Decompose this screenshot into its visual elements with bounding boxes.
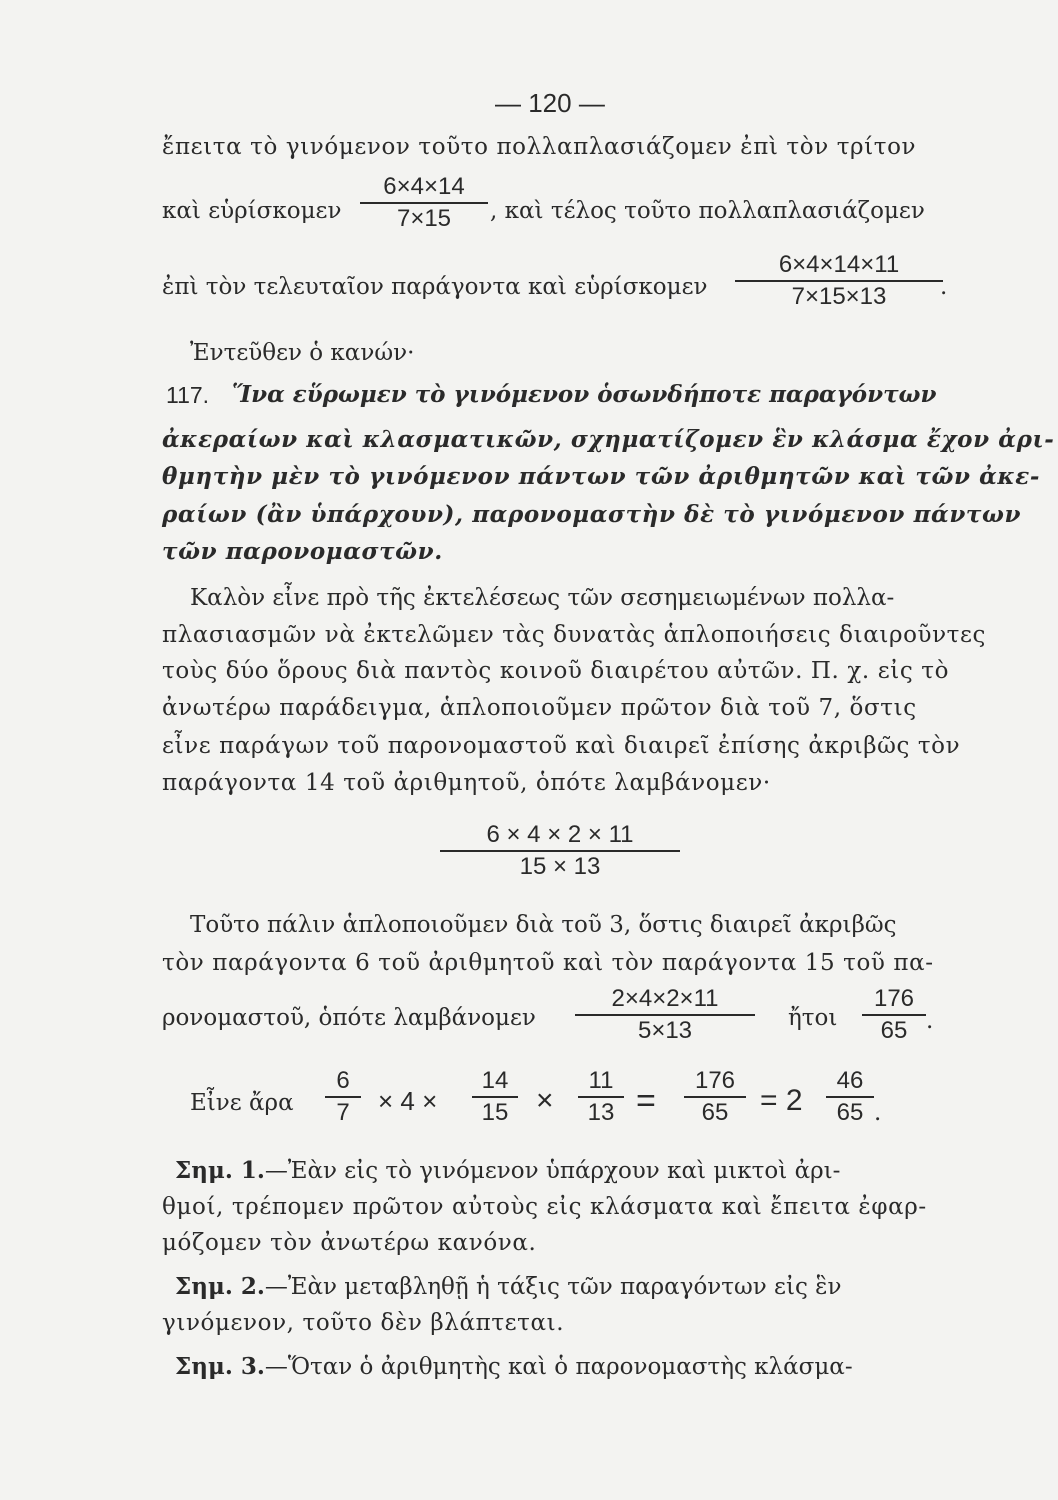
page-number: — 120 — bbox=[495, 88, 605, 118]
period: . bbox=[940, 274, 948, 300]
rule-number: 117. bbox=[166, 382, 210, 408]
note-label: Σημ. 3. bbox=[175, 1353, 265, 1380]
fraction bbox=[826, 1066, 874, 1128]
fraction-numerator: 46 bbox=[836, 1067, 864, 1094]
fraction-numerator: 6×4×14 bbox=[383, 173, 465, 200]
fraction-numerator: 176 bbox=[873, 985, 915, 1012]
fraction bbox=[440, 820, 680, 882]
fraction bbox=[325, 1066, 361, 1128]
rule-text: θμητὴν μὲν τὸ γινόμενον πάντων τῶν ἀριθμητῶν καὶ τῶν ἀκε- bbox=[162, 463, 1040, 490]
text-line: Ἐντεῦθεν ὁ κανών· bbox=[190, 340, 415, 366]
multiply-sign: × bbox=[536, 1084, 554, 1117]
text-line: καὶ εὑρίσκομεν bbox=[162, 198, 342, 224]
note-3 bbox=[175, 1352, 853, 1382]
fraction-numerator: 176 bbox=[694, 1067, 736, 1094]
text-line: τοὺς δύο ὅρους διὰ παντὸς κοινοῦ διαιρέτου αὐτῶν. Π. χ. εἰς τὸ bbox=[162, 658, 950, 684]
fraction-numerator: 2×4×2×11 bbox=[611, 985, 719, 1012]
text-line: τὸν παράγοντα 6 τοῦ ἀριθμητοῦ καὶ τὸν παράγοντα 15 τοῦ πα- bbox=[162, 950, 934, 976]
fraction-numerator: 6 bbox=[336, 1067, 350, 1094]
fraction-denominator: 13 bbox=[578, 1096, 624, 1128]
fraction-denominator: 7×15 bbox=[360, 202, 488, 234]
rule-text: τῶν παρονομαστῶν. bbox=[162, 538, 443, 565]
text-line: παράγοντα 14 τοῦ ἀριθμητοῦ, ὁπότε λαμβάνομεν· bbox=[162, 770, 771, 796]
fraction-denominator: 5×13 bbox=[575, 1014, 755, 1046]
note-text: —Ἐὰν εἰς τὸ γινόμενον ὑπάρχουν καὶ μικτοὶ ἀρι- bbox=[264, 1158, 841, 1184]
equals-sign: = bbox=[636, 1082, 656, 1120]
period: . bbox=[926, 1008, 934, 1034]
rule-text: Ἵνα εὕρωμεν τὸ γινόμενον ὁσωνδήποτε παραγόντων bbox=[232, 381, 937, 408]
fraction-denominator: 65 bbox=[684, 1096, 746, 1128]
fraction-numerator: 14 bbox=[481, 1067, 509, 1094]
fraction bbox=[862, 984, 926, 1046]
text-line: πλασιασμῶν νὰ ἐκτελῶμεν τὰς δυνατὰς ἁπλοποιήσεις διαιροῦντες bbox=[162, 622, 987, 648]
equation-label: Εἶνε ἄρα bbox=[190, 1090, 294, 1116]
rule-text: ἀκεραίων καὶ κλασματικῶν, σχηματίζομεν ἓν κλάσμα ἔχον ἀρι- bbox=[162, 426, 1055, 453]
note-text: —Ἐὰν μεταβληθῇ ἡ τάξις τῶν παραγόντων εἰς ἓν bbox=[264, 1274, 842, 1300]
note-1 bbox=[175, 1156, 840, 1186]
fraction bbox=[575, 984, 755, 1046]
fraction-numerator: 11 bbox=[588, 1067, 614, 1094]
text-line: εἶνε παράγων τοῦ παρονομαστοῦ καὶ διαιρεῖ ἐπίσης ἀκριβῶς τὸν bbox=[162, 733, 961, 759]
fraction-denominator: 65 bbox=[826, 1096, 874, 1128]
fraction bbox=[684, 1066, 746, 1128]
fraction-denominator: 65 bbox=[862, 1014, 926, 1046]
text-line: ἤτοι bbox=[788, 1005, 838, 1031]
text-line: θμοί, τρέπομεν πρῶτον αὐτοὺς εἰς κλάσματα καὶ ἔπειτα ἐφαρ- bbox=[162, 1194, 927, 1220]
note-label: Σημ. 1. bbox=[175, 1157, 265, 1184]
note-text: —Ὅταν ὁ ἀριθμητὴς καὶ ὁ παρονομαστὴς κλάσμα- bbox=[264, 1354, 853, 1380]
text-line: γινόμενον, τοῦτο δὲν βλάπτεται. bbox=[162, 1310, 565, 1336]
rule-text: ραίων (ἂν ὑπάρχουν), παρονομαστὴν δὲ τὸ γινόμενον πάντων bbox=[162, 501, 1022, 528]
fraction bbox=[472, 1066, 518, 1128]
text-line: Καλὸν εἶνε πρὸ τῆς ἐκτελέσεως τῶν σεσημειωμένων πολλα- bbox=[190, 585, 895, 611]
fraction bbox=[735, 250, 943, 312]
fraction bbox=[578, 1066, 624, 1128]
text-line: μόζομεν τὸν ἀνωτέρω κανόνα. bbox=[162, 1230, 537, 1256]
note-label: Σημ. 2. bbox=[175, 1273, 265, 1300]
fraction bbox=[360, 172, 488, 234]
text-line: ρονομαστοῦ, ὁπότε λαμβάνομεν bbox=[162, 1005, 536, 1031]
text-line: ἔπειτα τὸ γινόμενον τοῦτο πολλαπλασιάζομεν ἐπὶ τὸν τρίτον bbox=[162, 134, 917, 160]
text-line: , καὶ τέλος τοῦτο πολλαπλασιάζομεν bbox=[490, 198, 925, 224]
equals-sign: = 2 bbox=[760, 1084, 803, 1117]
fraction-denominator: 7 bbox=[325, 1096, 361, 1128]
note-2 bbox=[175, 1272, 842, 1302]
text-line: ἀνωτέρω παράδειγμα, ἁπλοποιοῦμεν πρῶτον διὰ τοῦ 7, ὅστις bbox=[162, 695, 917, 721]
fraction-denominator: 15 × 13 bbox=[440, 850, 680, 882]
fraction-numerator: 6 × 4 × 2 × 11 bbox=[486, 821, 634, 848]
multiply-sign: × 4 × bbox=[378, 1086, 438, 1116]
fraction-denominator: 15 bbox=[472, 1096, 518, 1128]
text-line: ἐπὶ τὸν τελευταῖον παράγοντα καὶ εὑρίσκομεν bbox=[162, 274, 708, 300]
text-line: Τοῦτο πάλιν ἁπλοποιοῦμεν διὰ τοῦ 3, ὅστις διαιρεῖ ἀκριβῶς bbox=[190, 912, 897, 938]
period: . bbox=[874, 1100, 882, 1126]
fraction-denominator: 7×15×13 bbox=[735, 280, 943, 312]
fraction-numerator: 6×4×14×11 bbox=[778, 251, 900, 278]
